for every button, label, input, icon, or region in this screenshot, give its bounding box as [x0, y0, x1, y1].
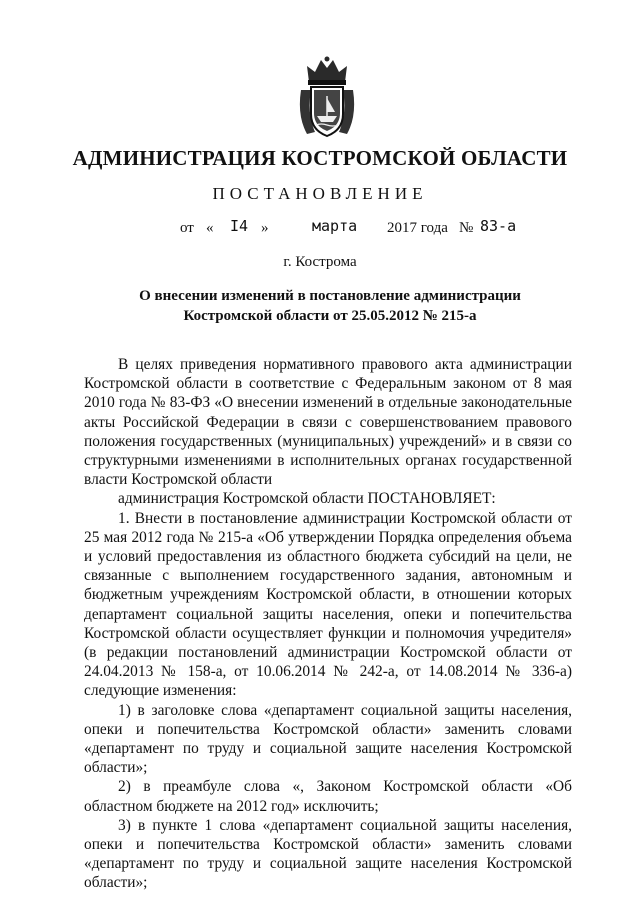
subitem-2-paragraph: 2) в преамбуле слова «, Законом Костромской области «Об областном бюджете на 2012 год» исключить; [84, 778, 572, 815]
date-month: марта [312, 217, 358, 235]
date-close-quote: » [261, 220, 269, 236]
date-year: 2017 года [387, 220, 448, 236]
number-label: № [459, 220, 474, 236]
organization-title: АДМИНИСТРАЦИЯ КОСТРОМСКОЙ ОБЛАСТИ [72, 146, 568, 170]
document-body [84, 355, 572, 893]
document-number: 83-а [480, 217, 517, 235]
date-day: I4 [230, 217, 249, 235]
date-prefix: от [180, 220, 194, 236]
item-1-paragraph: 1. Внести в постановление администрации Костромской области от 25 мая 2012 года № 215-а «Об утверждении Порядка определения объема и условий предоставления из областного бюджета субсидий на цели, не связанные с выполнением государственного задания, автономным и бюджетным учреждениям Костромской области, в отношении которых департамент социальной защиты населения, опеки и попечительства Костромской области осуществляет функции и полномочия учредителя» (в редакции постановлений администрации Костромской области от 24.04.2013 № 158-а, от 10.06.2014 № 242-а, от 14.08.2014 № 336-а) следующие изменения: [84, 509, 572, 700]
subject-line-2: Костромской области от 25.05.2012 № 215-а [183, 308, 477, 324]
subject-line-1: О внесении изменений в постановление администрации [139, 288, 521, 304]
preamble-paragraph: В целях приведения нормативного правового акта администрации Костромской области в соответствие с Федеральным законом от 8 мая 2010 года № 83-ФЗ «О внесении изменений в отдельные законодательные акты Российской Федерации в связи с совершенствованием правового положения государственных (муниципальных) учреждений» и в связи со структурными изменениями в исполнительных органах государственной власти Костромской области [84, 356, 572, 489]
subitem-1-paragraph: 1) в заголовке слова «департамент социальной защиты населения, опеки и попечительства Костромской области» заменить словами «департамент по труду и социальной защите населения Костромской области»; [84, 701, 572, 777]
subitem-3-paragraph: 3) в пункте 1 слова «департамент социальной защиты населения, опеки и попечительства Костромской области» заменить словами «департамент по труду и социальной защите населения Костромской области»; [84, 816, 572, 892]
resolves-paragraph: администрация Костромской области ПОСТАНОВЛЯЕТ: [118, 490, 496, 508]
document-type: ПОСТАНОВЛЕНИЕ [212, 184, 428, 203]
document-subject [120, 286, 540, 326]
city: г. Кострома [283, 254, 357, 270]
kostroma-coat-of-arms-icon [297, 56, 357, 140]
date-open-quote: « [206, 220, 214, 236]
